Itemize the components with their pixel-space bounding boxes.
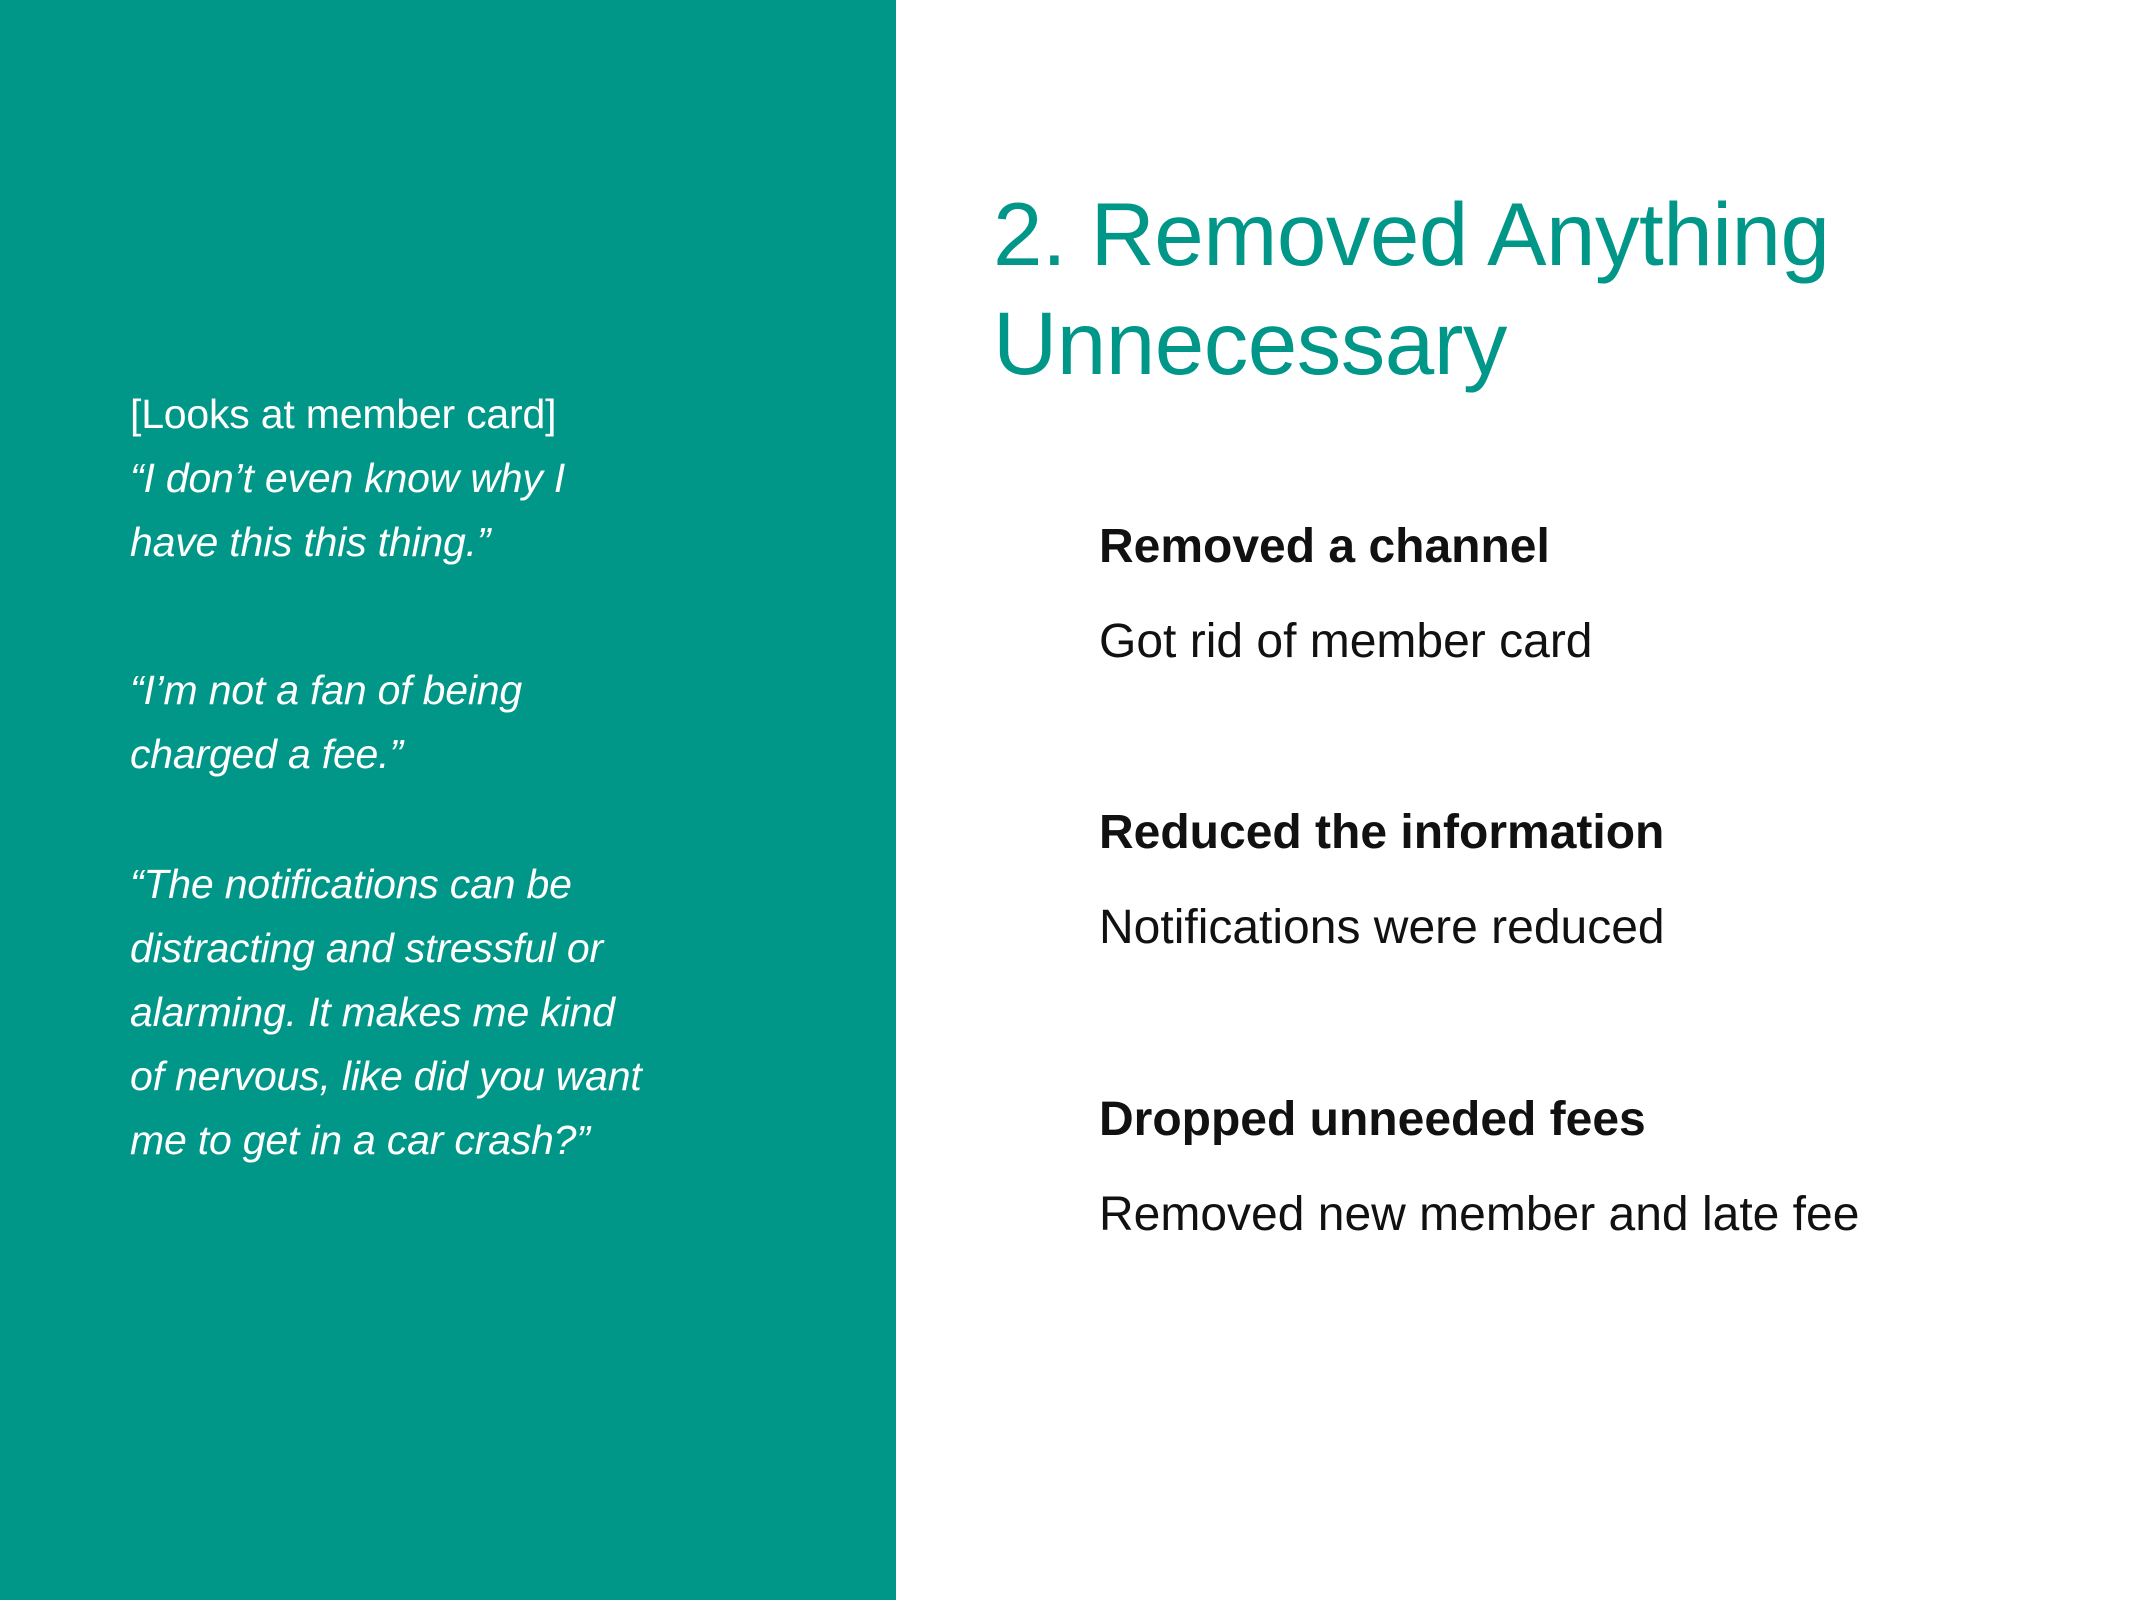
change-item-description: Notifications were reduced	[1099, 901, 1665, 954]
quote-member-card	[130, 382, 730, 574]
change-item-heading: Dropped unneeded fees	[1099, 1093, 1646, 1146]
change-item-information	[1099, 801, 2079, 960]
page-title-line: 2. Removed Anything	[993, 184, 1830, 284]
quote-line: me to get in a car crash?”	[130, 1117, 590, 1163]
quote-line: distracting and stressful or	[130, 925, 603, 971]
quote-notifications	[130, 852, 730, 1172]
quote-line: “The notifications can be	[130, 861, 572, 907]
change-item-channel	[1099, 515, 2079, 674]
quote-fee	[130, 658, 730, 786]
quote-context-note: [Looks at member card]	[130, 391, 557, 437]
quote-line: have this this thing.”	[130, 519, 491, 565]
quote-line: “I’m not a fan of being	[130, 667, 522, 713]
quote-line: “I don’t even know why I	[130, 455, 566, 501]
quote-panel	[0, 0, 896, 1600]
change-item-description: Got rid of member card	[1099, 615, 1593, 668]
quote-line: alarming. It makes me kind	[130, 989, 615, 1035]
quote-line: of nervous, like did you want	[130, 1053, 642, 1099]
change-item-fees	[1099, 1088, 2079, 1247]
page-title	[993, 180, 2093, 398]
change-item-heading: Removed a channel	[1099, 520, 1550, 573]
page-title-line: Unnecessary	[993, 293, 1507, 393]
change-item-heading: Reduced the information	[1099, 806, 1665, 859]
change-item-description: Removed new member and late fee	[1099, 1188, 1860, 1241]
quote-line: charged a fee.”	[130, 731, 403, 777]
